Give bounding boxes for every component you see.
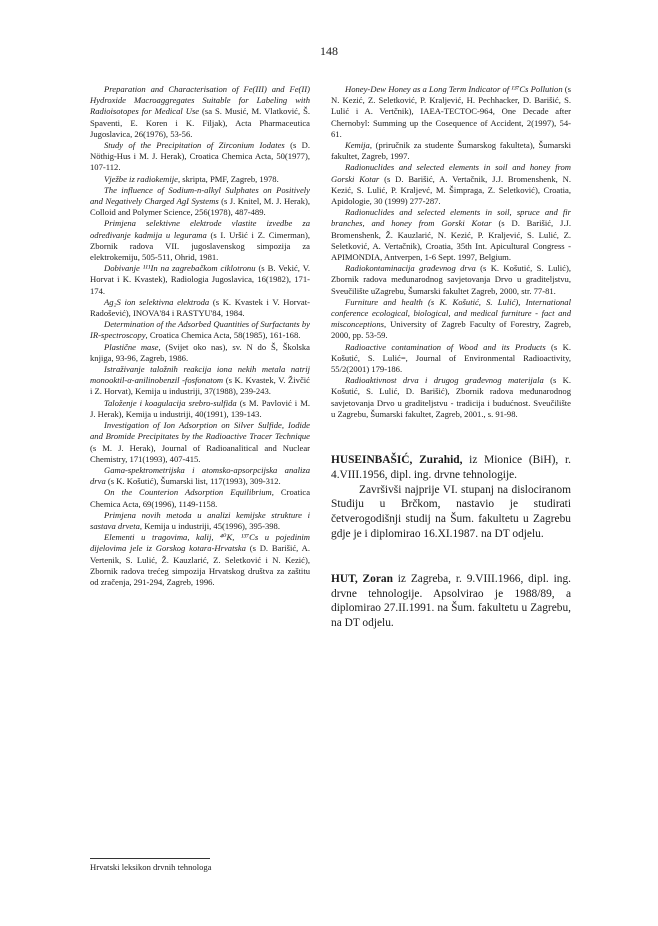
reference-title: Preparation and Characterisation of Fe(III) and Fe(II) Hydroxide Macroaggregates Suitable for Labeling with Radioisotopes for Medical Use — [90, 84, 310, 117]
reference-details: , (priručnik za studente Šumarskog fakulteta), Šumarski fakultet, Zagreb, 1997. — [331, 140, 571, 162]
entry-text: iz Zagreba, r. 9.VIII.1966, dipl. ing. drvne tehnologije. Apsolvirao je 1988/89, a diplomirao 27.II.1991. na Šum. fakultetu u Zagrebu, na DT odjelu. — [331, 572, 571, 630]
reference-item — [90, 297, 310, 319]
reference-item — [90, 84, 310, 140]
reference-title: Radioaktivnost drva i drugog građevnog materijala — [345, 375, 544, 386]
reference-details: (s N. Kezić, Z. Seletković, P. Kraljević, H. Pechhacker, D. Barišić, S. Lulić i A. Vertčnik), IAEA-TECTOC-964, One Decade after Chernobyl: Summing up the Cosequence of Accident, 2(1997), 54-61. — [331, 84, 572, 139]
reference-title: Primjena novih metoda u analizi kemijske strukture i sastava drveta — [90, 509, 310, 531]
reference-title: Honey-Dew Honey as a Long Term Indicator of ¹³⁷Cs Pollution — [345, 84, 563, 94]
reference-details: (s K. Kvastek, V. Živčić i Z. Horvat), Kemija u industriji, 37(1988), 239-243. — [90, 375, 310, 397]
reference-item — [90, 140, 310, 174]
reference-details: (s K. Košutić, S. Lulić=, Journal of Environmental Radioactivity, 55/2(2001) 179-186. — [331, 341, 572, 375]
reference-item — [90, 510, 310, 532]
right-column — [331, 84, 571, 631]
reference-title: Furniture and health (s K. Košutić, S. Lulić), International conference ecological, biological, and medical furniture - fact and misconceptions — [331, 296, 571, 330]
reference-title: Kemija — [345, 140, 370, 151]
reference-title: Dobivanje ¹¹¹In na zagrebačkom ciklotronu — [104, 263, 256, 274]
reference-details: , skripta, PMF, Zagreb, 1978. — [177, 173, 279, 184]
reference-details: (s K. Kvastek i V. Horvat-Radošević), INOVA'84 i RASTYU'84, 1984. — [90, 296, 310, 319]
reference-item — [90, 263, 310, 297]
entry-name: HUSEINBAŠIĆ, Zurahid, — [331, 454, 463, 467]
reference-title: The influence of Sodium-n-alkyl Sulphates on Positively and Negatively Charged AgI Systems — [90, 184, 310, 207]
page-number: 148 — [320, 44, 338, 58]
reference-title: Radiokontaminacija građevnog drva — [345, 263, 476, 274]
entry-paragraph-text: Završivši najprije VI. stupanj na dislociranom Studiju u Brčkom, nastavio je studirati četverogodišnji studij na Šum. fakultetu u Zagrebu gdje je i diplomirao 16.XI.1987. na DT odjelu. — [331, 483, 571, 541]
reference-details: , University of Zagreb Faculty of Forestry, Zagreb, 2000, pp. 53-59. — [331, 319, 571, 341]
reference-item — [90, 420, 310, 465]
reference-details: , Croatica Chemica Acta, 69(1996), 1149-1158. — [90, 487, 311, 509]
lexicon-entry — [331, 453, 571, 483]
reference-item — [331, 297, 571, 342]
reference-title: Radionuclides and selected elements in soil and honey from Gorski Kotar — [331, 162, 571, 184]
entry-text: iz Mionice (BiH), r. 4.VIII.1956, dipl. ing. drvne tehnologije. — [331, 454, 571, 481]
reference-title: Primjena selektivne elektrode vlastite izvedbe za određivanje kadmija u legurama — [90, 218, 310, 240]
reference-title: Radioactive contamination of Wood and its Products — [345, 341, 546, 352]
reference-title: Elementi u tragovima, kalij, ⁴⁰K, ¹³⁷Cs u pojedinim dijelovima jele iz Gorskog kotara-Hrvatska — [90, 532, 310, 554]
reference-details: (s I. Uršić i Z. Cimerman), Zbornik radova VII. jugoslavenskog simpozija za elektrokemiju, 505-511, Ohrid, 1981. — [90, 229, 310, 263]
reference-item — [90, 319, 310, 341]
reference-title: Radionuclides and selected elements in soil, spruce and fir branches, and honey from Gorski Kotar — [331, 207, 571, 229]
reference-title: Study of the Precipitation of Zirconium Iodates — [104, 140, 285, 151]
reference-item — [90, 218, 310, 263]
reference-item — [331, 207, 571, 263]
footer-rule — [90, 858, 210, 859]
reference-details: (sa S. Musić, M. Vlatković, Š. Spaventi, E. Koren i K. Filjak), Acta Pharmaceutica Jugoslavica, 26(1976), 53-56. — [90, 106, 310, 139]
entry-name: HUT, Zoran — [331, 572, 393, 585]
reference-item — [90, 364, 310, 398]
reference-title: Gama-spektrometrijska i atomsko-apsorpcijska analiza drva — [90, 464, 310, 487]
reference-item — [90, 532, 310, 588]
reference-item — [90, 185, 310, 219]
reference-title: Ag₂S ion selektivna elektroda — [104, 296, 210, 307]
reference-details: (s D. Barišić, A. Vertenik, S. Lulić, Ž. Kauzlarić, Z. Seletković i N. Kezić), Zbornik radova trećeg simpozija Hrvatskog društva za zaštitu od zračenja, 291-294, Zagreb, 1996. — [90, 543, 310, 587]
reference-item — [331, 263, 571, 297]
reference-item — [90, 398, 310, 420]
reference-item — [90, 174, 310, 185]
reference-details: (s D. Nöthig-Hus i M. J. Herak), Croatica Chemica Acta, 50(1977), 107-112. — [90, 140, 311, 173]
reference-title: Determination of the Adsorbed Quantities of Surfactants by IR-spectroscopy — [90, 319, 310, 341]
reference-details: (s D. Barišić, A. Vertačnik, J.J. Bromenshenk, N. Kezić, S. Lulić, P. Kraljevć, M. Šimpraga, Z. Seletković), Croatia, Apidologie, 30 (1999) 277-287. — [331, 173, 571, 207]
reference-details: (s D. Barišić, J.J. Bromenshenk, Ž. Kauzlarić, N. Kezić, P. Kraljević, S. Lulić, Z. Seletković, A. Vertačnik), Croatia, 35th Int. Apicultural Congress - APIMONDIA, Antverpen, 1-6 Sept. 1997, Belgium. — [331, 218, 571, 263]
reference-details: , (Svijet oko nas), sv. N do Š, Školska knjiga, 93-96, Zagreb, 1986. — [90, 341, 310, 363]
reference-item — [331, 342, 571, 376]
reference-title: Istraživanje taložnih reakcija iona nekih metala natrij monooktil-α-anilinobenzil -fosfonatom — [90, 364, 310, 386]
reference-details: , Croatica Chemica Acta, 58(1985), 161-168. — [145, 330, 301, 341]
reference-title: Investigation of Ion Adsorption on Silver Sulfide, Iodide and Bromide Precipitates by the Radioactive Tracer Technique — [90, 420, 310, 442]
reference-item — [90, 487, 310, 509]
reference-details: (s M. Pavlović i M. J. Herak), Kemija u industriji, 40(1991), 139-143. — [90, 397, 310, 419]
reference-item — [90, 342, 310, 364]
reference-details: (s K. Košutić), Šumarski list, 117(1993), 309-312. — [105, 476, 281, 487]
reference-details: (s K. Košutić, S. Lulić), Zbornik radova međunarodnog savjetovanja Drvo u graditeljstvu, Sveučilište uZagrebu, Šumarski fakultet Zagreb, 2000, str. 77-81. — [331, 263, 572, 296]
reference-details: (s M. J. Herak), Journal of Radioanalitical and Nuclear Chemistry, 171(1993), 407-415. — [90, 442, 310, 464]
footer-title: Hrvatski leksikon drvnih tehnologa — [90, 862, 212, 872]
left-column — [90, 84, 310, 588]
reference-details: (s K. Košutić, S. Lulić, D. Barišić), Zbornik radova međunarodnog savjetovanja Drvo u graditeljstvu - tradicija i budućnost. Sveučilište u Zagrebu, Šumarski fakultet, Zagreb, 2001., s. 91-98. — [331, 375, 571, 419]
lexicon-entry — [331, 572, 571, 631]
reference-title: Taloženje i koagulacija srebro-sulfida — [104, 397, 237, 408]
reference-item — [331, 84, 571, 140]
reference-item — [331, 162, 571, 207]
reference-item — [331, 375, 571, 420]
reference-item — [331, 140, 571, 162]
reference-title: On the Counterion Adsorption Equilibrium — [104, 487, 272, 498]
reference-title: Plastične mase — [104, 341, 159, 352]
reference-item — [90, 465, 310, 487]
entry-paragraph — [331, 483, 571, 542]
reference-details: (s B. Vekić, V. Horvat i K. Kvastek), Radiologia Jugoslavica, 16(1982), 171-174. — [90, 263, 310, 296]
reference-details: , Kemija u industriji, 45(1996), 395-398. — [139, 520, 281, 531]
reference-details: (s J. Knitel, M. J. Herak), Colloid and Polymer Science, 256(1978), 487-489. — [90, 196, 310, 218]
reference-title: Vježbe iz radiokemije — [104, 173, 178, 184]
